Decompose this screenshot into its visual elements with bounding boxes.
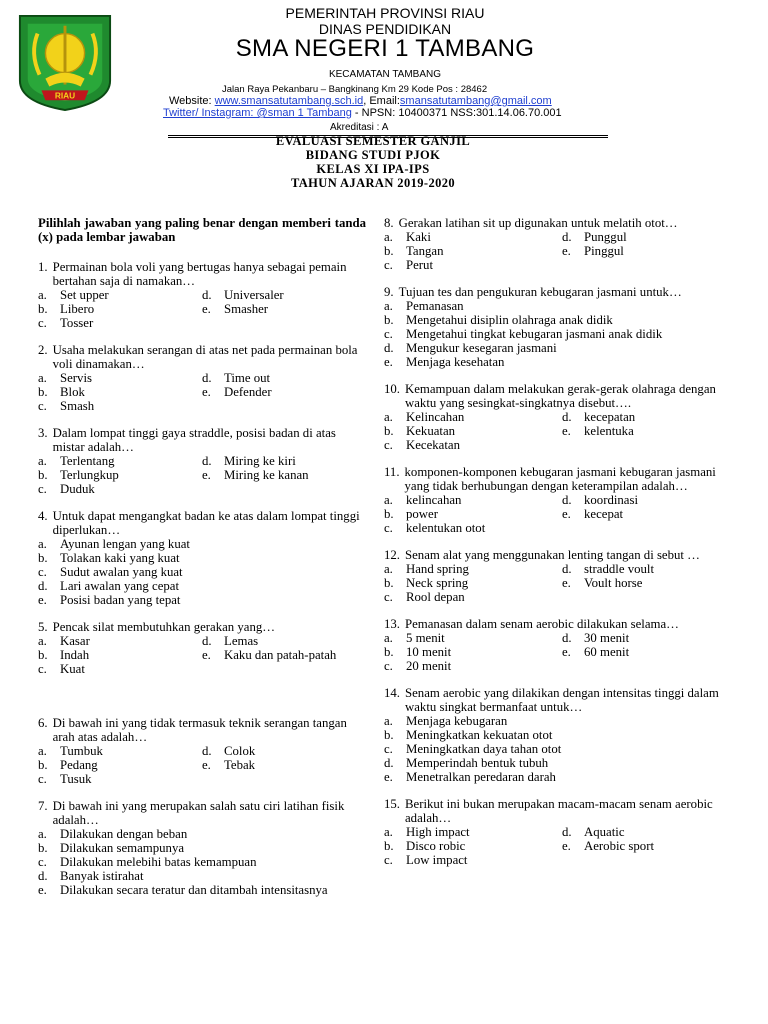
option-letter: e. [384, 355, 393, 369]
question [38, 716, 366, 786]
option-text: Mengetahui tingkat kebugaran jasmani anak didik [406, 327, 663, 341]
social-line [163, 107, 562, 119]
option-grid [38, 288, 366, 330]
question-number: 13. [384, 617, 400, 631]
right-column [384, 216, 740, 880]
question [38, 260, 366, 330]
question-number: 14. [384, 686, 400, 700]
option-row [38, 855, 366, 869]
option-letter: b. [384, 839, 394, 853]
option-letter: d. [202, 634, 212, 648]
option-text: kelincahan [406, 493, 462, 507]
option-text: Menjaga kebugaran [406, 714, 508, 728]
question-number: 15. [384, 797, 400, 811]
option-text: Servis [60, 371, 92, 385]
option-text: Universaler [224, 288, 284, 302]
question-text-row [38, 260, 366, 288]
option-row [384, 770, 740, 784]
option-letter: e. [562, 244, 571, 258]
option-grid [38, 744, 366, 786]
option-list [38, 827, 366, 897]
question [384, 548, 740, 604]
question-text-row [38, 620, 366, 634]
option-row [38, 883, 366, 897]
option-letter: b. [384, 728, 394, 742]
option-letter: e. [202, 648, 211, 662]
option-text: Set upper [60, 288, 109, 302]
option-letter: e. [384, 770, 393, 784]
option-text: 60 menit [584, 645, 630, 659]
option-grid [384, 631, 740, 673]
option-row [38, 579, 366, 593]
question-text: Tujuan tes dan pengukuran kebugaran jasmani untuk… [398, 285, 682, 299]
option-letter: c. [38, 855, 47, 869]
question-text: Di bawah ini yang tidak termasuk teknik serangan tangan arah atas adalah… [52, 716, 347, 744]
question [384, 617, 740, 673]
question-text-row [384, 216, 740, 230]
exam-title: EVALUASI SEMESTER GANJIL [275, 134, 471, 148]
question [384, 285, 740, 369]
option-letter: b. [38, 302, 48, 316]
email-link[interactable]: smansatutambang@gmail.com [399, 95, 552, 107]
option-text: kecepatan [584, 410, 636, 424]
question-text: Untuk dapat mengangkat badan ke atas dalam lompat tinggi diperlukan… [52, 509, 360, 537]
option-letter: d. [562, 493, 572, 507]
option-letter: d. [202, 371, 212, 385]
question [38, 620, 366, 676]
option-letter: a. [384, 562, 393, 576]
option-text: Kaki [406, 230, 431, 244]
option-text: Tosser [60, 316, 94, 330]
option-text: Kaku dan patah-patah [224, 648, 337, 662]
question-text-row [38, 426, 366, 454]
question-text-row [384, 548, 740, 562]
option-letter: c. [384, 742, 393, 756]
question-text: Berikut ini bukan merupakan macam-macam senam aerobic adalah… [405, 797, 713, 825]
option-text: Tolakan kaki yang kuat [60, 551, 180, 565]
option-letter: e. [202, 302, 211, 316]
question [38, 426, 366, 496]
option-text: Terlungkup [60, 468, 119, 482]
option-text: Colok [224, 744, 256, 758]
question [38, 343, 366, 413]
option-text: Memperindah bentuk tubuh [406, 756, 549, 770]
option-text: Tebak [224, 758, 256, 772]
option-text: Pemanasan [406, 299, 464, 313]
option-letter: a. [384, 230, 393, 244]
option-text: Kelincahan [406, 410, 465, 424]
option-text: Dilakukan melebihi batas kemampuan [60, 855, 257, 869]
option-letter: a. [384, 299, 393, 313]
option-letter: b. [38, 385, 48, 399]
option-text: Tumbuk [60, 744, 103, 758]
option-text: Mengukur kesegaran jasmani [406, 341, 557, 355]
option-letter: b. [384, 576, 394, 590]
option-row [384, 756, 740, 770]
question [384, 797, 740, 867]
option-letter: c. [384, 590, 393, 604]
option-row [38, 841, 366, 855]
province-name: PEMERINTAH PROVINSI RIAU [285, 5, 485, 21]
option-text: Menetralkan peredaran darah [406, 770, 556, 784]
option-row [38, 537, 366, 551]
svg-text:RIAU: RIAU [54, 90, 76, 101]
exam-subject: BIDANG STUDI PJOK [305, 148, 441, 162]
option-letter: b. [384, 244, 394, 258]
option-letter: d. [384, 756, 394, 770]
option-letter: e. [562, 424, 571, 438]
option-letter: c. [38, 772, 47, 786]
option-text: Pedang [60, 758, 98, 772]
option-letter: d. [202, 288, 212, 302]
exam-class: KELAS XI IPA-IPS [316, 162, 430, 176]
option-letter: e. [38, 593, 47, 607]
exam-year: TAHUN AJARAN 2019-2020 [290, 176, 456, 190]
option-letter: a. [384, 714, 393, 728]
option-letter: c. [38, 565, 47, 579]
option-row [38, 551, 366, 565]
option-letter: d. [202, 744, 212, 758]
district-name: KECAMATAN TAMBANG [328, 69, 442, 80]
option-letter: c. [38, 316, 47, 330]
option-row [384, 327, 740, 341]
option-text: Miring ke kanan [224, 468, 309, 482]
option-grid [384, 825, 740, 867]
option-text: Banyak istirahat [60, 869, 144, 883]
option-text: Dilakukan secara teratur dan ditambah intensitasnya [60, 883, 328, 897]
option-letter: c. [384, 258, 393, 272]
question [38, 799, 366, 897]
letterhead [0, 0, 768, 140]
question-number: 5. [38, 620, 48, 634]
option-text: Neck spring [406, 576, 469, 590]
option-text: Disco robic [406, 839, 466, 853]
option-grid [38, 454, 366, 496]
option-text: High impact [406, 825, 470, 839]
question-text-row [38, 343, 366, 371]
option-letter: d. [38, 579, 48, 593]
option-text: Kuat [60, 662, 85, 676]
option-text: Punggul [584, 230, 627, 244]
option-letter: a. [38, 371, 47, 385]
option-text: Tusuk [60, 772, 92, 786]
question-number: 7. [38, 799, 48, 813]
question-text: Usaha melakukan serangan di atas net pada permainan bola voli dinamakan… [52, 343, 358, 371]
question-number: 4. [38, 509, 48, 523]
option-letter: e. [38, 883, 47, 897]
option-text: Lemas [224, 634, 259, 648]
option-letter: a. [384, 410, 393, 424]
option-text: 5 menit [406, 631, 445, 645]
option-letter: b. [384, 313, 394, 327]
option-text: Pinggul [584, 244, 624, 258]
option-text: Low impact [406, 853, 468, 867]
option-text: Blok [60, 385, 85, 399]
option-letter: b. [38, 468, 48, 482]
option-text: Menjaga kesehatan [406, 355, 505, 369]
option-grid [38, 634, 366, 676]
option-text: Lari awalan yang cepat [60, 579, 180, 593]
option-text: power [406, 507, 438, 521]
option-grid [38, 371, 366, 413]
accreditation: Akreditasi : A [330, 122, 389, 133]
question-text: Di bawah ini yang merupakan salah satu ciri latihan fisik adalah… [52, 799, 345, 827]
question-text: Senam alat yang menggunakan lenting tangan di sebut … [405, 548, 700, 562]
option-letter: d. [562, 825, 572, 839]
option-letter: e. [562, 507, 571, 521]
option-letter: d. [562, 562, 572, 576]
option-text: Kasar [60, 634, 90, 648]
left-column [38, 216, 366, 910]
option-text: kecepat [584, 507, 624, 521]
option-text: kelentukan otot [406, 521, 486, 535]
option-letter: e. [202, 468, 211, 482]
question-text-row [384, 285, 740, 299]
question-text-row [384, 617, 740, 631]
option-letter: c. [384, 438, 393, 452]
option-text: Kekuatan [406, 424, 456, 438]
option-text: Tangan [406, 244, 444, 258]
option-grid [384, 562, 740, 604]
question-number: 6. [38, 716, 48, 730]
option-text: Ayunan lengan yang kuat [60, 537, 190, 551]
option-text: Dilakukan dengan beban [60, 827, 188, 841]
option-text: Kecekatan [406, 438, 460, 452]
npsn-nss: - NPSN: 10400371 NSS:301.14.06.70.001 [351, 107, 562, 119]
contact-line [169, 95, 552, 107]
option-letter: a. [38, 537, 47, 551]
option-letter: b. [384, 507, 394, 521]
option-letter: e. [562, 576, 571, 590]
question [384, 686, 740, 784]
option-text: kelentuka [584, 424, 634, 438]
question-text-row [38, 509, 366, 537]
question-text-row [384, 465, 740, 493]
option-text: straddle voult [584, 562, 655, 576]
question-number: 1. [38, 260, 48, 274]
option-list [384, 714, 740, 784]
question-text: Pemanasan dalam senam aerobic dilakukan selama… [405, 617, 679, 631]
question-text: Dalam lompat tinggi gaya straddle, posisi badan di atas mistar adalah… [52, 426, 336, 454]
option-text: Voult horse [584, 576, 643, 590]
option-letter: c. [38, 662, 47, 676]
option-text: Mengetahui disiplin olahraga anak didik [406, 313, 613, 327]
option-text: Miring ke kiri [224, 454, 296, 468]
option-row [38, 565, 366, 579]
question [384, 465, 740, 535]
option-text: Sudut awalan yang kuat [60, 565, 183, 579]
option-letter: b. [384, 645, 394, 659]
option-letter: b. [38, 648, 48, 662]
question-text: Pencak silat membutuhkan gerakan yang… [52, 620, 276, 634]
option-text: Posisi badan yang tepat [60, 593, 181, 607]
option-row [38, 827, 366, 841]
question-text-row [384, 797, 740, 825]
option-text: Indah [60, 648, 90, 662]
option-grid [384, 230, 740, 272]
question-text: komponen-komponen kebugaran jasmani kebugaran jasmani yang tidak berhubungan dengan keterampilan adalah… [404, 465, 716, 493]
school-address: Jalan Raya Pekanbaru – Bangkinang Km 29 Kode Pos : 28462 [222, 84, 488, 95]
option-row [384, 341, 740, 355]
question-text: Kemampuan dalam melakukan gerak-gerak olahraga dengan waktu yang sesingkat-singkatnya disebut…. [405, 382, 716, 410]
option-letter: c. [384, 659, 393, 673]
option-letter: a. [384, 825, 393, 839]
question-text-row [38, 799, 366, 827]
email-label: , Email: [363, 95, 400, 107]
option-text: Defender [224, 385, 272, 399]
option-text: Smasher [224, 302, 269, 316]
option-list [384, 299, 740, 369]
school-name: SMA NEGERI 1 TAMBANG [235, 35, 535, 62]
option-text: 30 menit [584, 631, 630, 645]
option-grid [384, 410, 740, 452]
option-text: Perut [406, 258, 434, 272]
riau-province-logo [16, 10, 114, 112]
option-grid [384, 493, 740, 535]
option-text: Meningkatkan kekuatan otot [406, 728, 553, 742]
option-text: Aquatic [584, 825, 625, 839]
office-name: DINAS PENDIDIKAN [318, 21, 452, 37]
question-number: 3. [38, 426, 48, 440]
option-text: Libero [60, 302, 95, 316]
option-letter: a. [38, 827, 47, 841]
option-text: Hand spring [406, 562, 469, 576]
option-letter: d. [384, 341, 394, 355]
option-row [384, 742, 740, 756]
option-text: Duduk [60, 482, 95, 496]
option-row [384, 299, 740, 313]
option-letter: c. [384, 521, 393, 535]
option-text: Time out [224, 371, 271, 385]
question-text: Senam aerobic yang dilakikan dengan intensitas tinggi dalam waktu singkat bermanfaat untuk… [405, 686, 719, 714]
website-label: Website: [169, 95, 215, 107]
option-letter: c. [38, 399, 47, 413]
question-number: 10. [384, 382, 400, 396]
question [38, 509, 366, 607]
option-letter: c. [38, 482, 47, 496]
option-letter: a. [384, 493, 393, 507]
option-letter: e. [202, 758, 211, 772]
option-letter: d. [562, 230, 572, 244]
option-text: Terlentang [60, 454, 115, 468]
question [384, 382, 740, 452]
social-link[interactable]: Twitter/ Instagram: @sman 1 Tambang [163, 107, 352, 119]
question-text: Permainan bola voli yang bertugas hanya sebagai pemain bertahan saja di namakan… [52, 260, 347, 288]
option-letter: e. [562, 839, 571, 853]
option-letter: b. [38, 841, 48, 855]
option-letter: d. [562, 631, 572, 645]
question-number: 9. [384, 285, 394, 299]
option-row [38, 593, 366, 607]
option-letter: d. [38, 869, 48, 883]
question-number: 8. [384, 216, 394, 230]
option-letter: e. [202, 385, 211, 399]
option-text: Aerobic sport [584, 839, 655, 853]
option-text: Meningkatkan daya tahan otot [406, 742, 562, 756]
question-text-row [38, 716, 366, 744]
question [384, 216, 740, 272]
option-row [384, 313, 740, 327]
question-text-row [384, 382, 740, 410]
option-letter: c. [384, 853, 393, 867]
option-letter: b. [38, 551, 48, 565]
option-letter: b. [384, 424, 394, 438]
option-letter: a. [38, 288, 47, 302]
option-text: koordinasi [584, 493, 639, 507]
option-letter: a. [38, 454, 47, 468]
option-letter: d. [202, 454, 212, 468]
option-letter: a. [38, 744, 47, 758]
question-text: Gerakan latihan sit up digunakan untuk melatih otot… [398, 216, 678, 230]
option-row [384, 728, 740, 742]
option-letter: c. [384, 327, 393, 341]
option-text: Rool depan [406, 590, 465, 604]
question-number: 2. [38, 343, 48, 357]
option-letter: a. [384, 631, 393, 645]
option-letter: e. [562, 645, 571, 659]
option-text: Smash [60, 399, 95, 413]
option-row [38, 869, 366, 883]
option-letter: a. [38, 634, 47, 648]
question-number: 12. [384, 548, 400, 562]
question-text-row [384, 686, 740, 714]
option-text: 20 menit [406, 659, 452, 673]
option-text: Dilakukan semampunya [60, 841, 185, 855]
option-text: 10 menit [406, 645, 452, 659]
option-letter: b. [38, 758, 48, 772]
option-row [384, 355, 740, 369]
option-letter: d. [562, 410, 572, 424]
instruction: Pilihlah jawaban yang paling benar dengan memberi tanda (x) pada lembar jawaban [38, 216, 366, 244]
option-row [384, 714, 740, 728]
option-list [38, 537, 366, 607]
question-number: 11. [384, 465, 400, 479]
website-link[interactable]: www.smansatutambang.sch.id [214, 95, 364, 107]
